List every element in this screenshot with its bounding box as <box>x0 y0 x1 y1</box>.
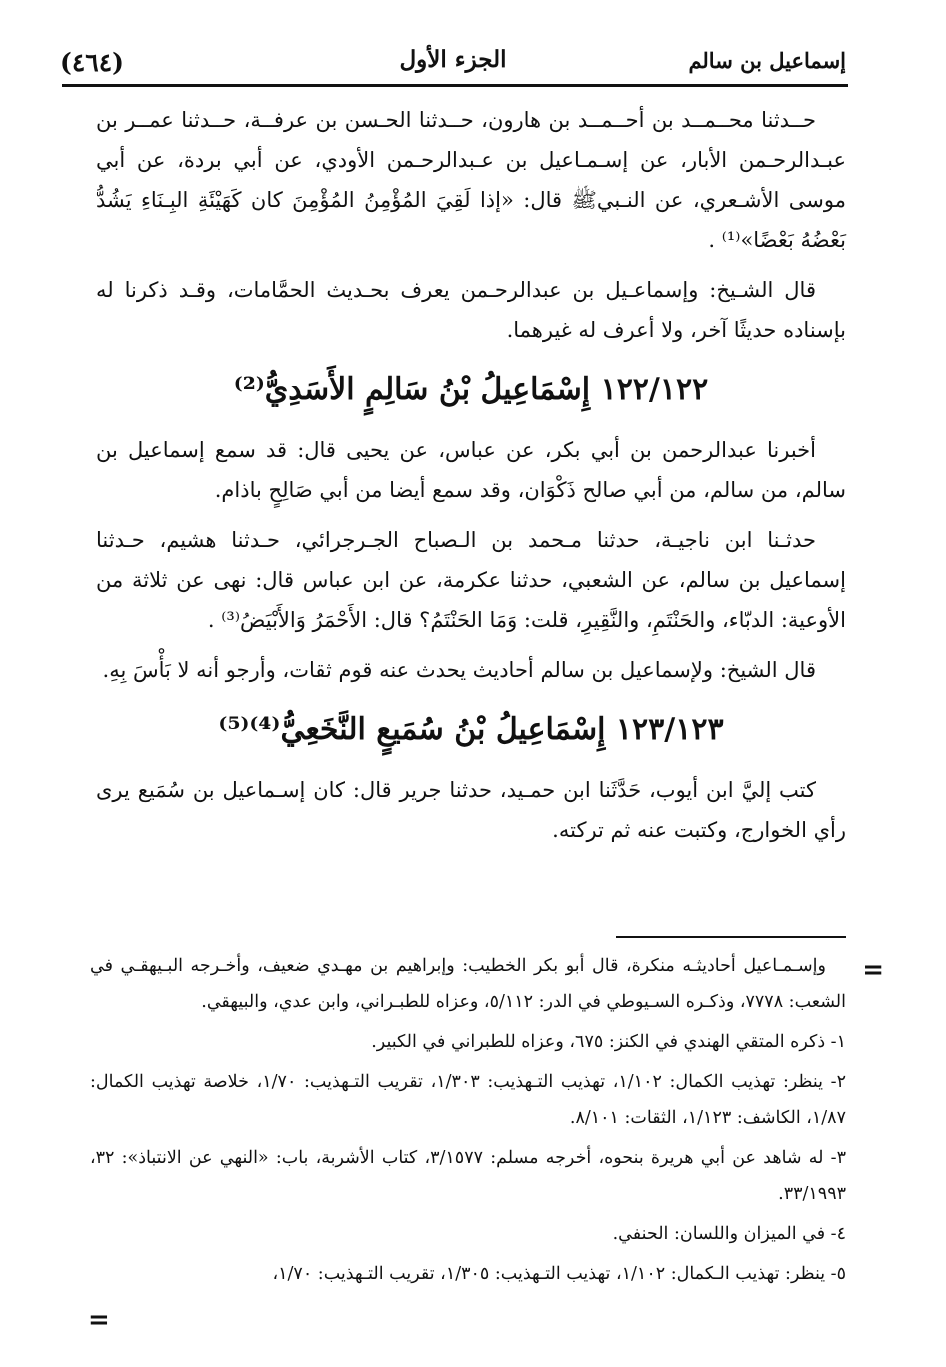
footnote-4: ٤- في الميزان واللسان: الحنفي. <box>612 1224 846 1244</box>
header-divider <box>62 84 848 87</box>
entry-heading-122: ١٢٢/١٢٢ إِسْمَاعِيلُ بْنُ سَالِمٍ الأَسَدِيُّ⁽²⁾ <box>233 372 709 407</box>
footnote-3: ٣- له شاهد عن أبي هريرة بنحوه، أخرجه مسلم: ٣/١٥٧٧، كتاب الأشربة، باب: «النهي عن الانتباذ»: ٣٢، ٣٣/١٩٩٣. <box>90 1148 846 1204</box>
next-page-mark: = <box>88 1305 110 1335</box>
entry-heading-123: ١٢٣/١٢٣ إِسْمَاعِيلُ بْنُ سُمَيعٍ النَّخَعِيُّ⁽⁴⁾⁽⁵⁾ <box>218 712 724 747</box>
footnote-2: ٢- ينظر: تهذيب الكمال: ١/١٠٢، تهذيب التـهذيب: ١/٣٠٣، تقريب التـهذيب: ١/٧٠، خلاصة تهذيب الكمال: ١/٨٧، الكاشف: ١/١٢٣، الثقات: ٨/١٠١. <box>90 1072 847 1128</box>
main-text <box>96 100 846 860</box>
footnote-1: ١- ذكره المتقي الهندي في الكنز: ٦٧٥، وعزاه للطبراني في الكبير. <box>371 1032 846 1052</box>
paragraph-4: حدثـنا ابن ناجيـة، حدثنا مـحمد بن الـصباح الجـرجرائي، حـدثنا هشيم، حـدثنا إسماعيل بن سالم، عن الشعبي، حدثنا عكرمة، عن ابن عباس قال: نهى عن ثلاثة من الأوعية: الدبّاء، والحَنْتَمِ، والنَّقِيرِ، قلت: وَمَا الحَنْتَمُ؟ قال: الأَحْمَرُ وَالأَبْيَضُ⁽³⁾ . <box>96 528 846 632</box>
paragraph-6: كتب إليَّ ابن أيوب، حَدَّثَنا ابن حمـيد، حدثنا جرير قال: كان إسـماعيل بن سُمَيع يرى رأي الخوارج، وكتبت عنه ثم تركته. <box>96 778 846 842</box>
footnote-5: ٥- ينظر: تهذيب الـكمال: ١/١٠٢، تهذيب التـهذيب: ١/٣٠٥، تقريب التـهذيب: ١/٧٠، <box>272 1264 846 1284</box>
page-number: (٤٦٤) <box>60 48 124 77</box>
page-header <box>60 40 846 84</box>
part-title: الجزء الأول <box>399 46 507 73</box>
footnotes <box>90 948 846 1296</box>
paragraph-5: قال الشيخ: ولإسماعيل بن سالم أحاديث يحدث عنه قوم ثقات، وأرجو أنه لا بَأْسَ بِهِ. <box>102 658 816 682</box>
continuation-mark: = <box>862 955 884 985</box>
paragraph-2: قال الشـيخ: وإسماعـيل بن عبدالرحـمن يعرف بحـديث الحمَّامات، وقـد ذكرنا له بإسناده حديثًا آخر، ولا أعرف له غيرهما. <box>96 278 846 342</box>
running-subject: إسماعيل بن سالم <box>688 48 846 73</box>
footnote-continuation: وإسـمـاعيل أحاديثـه منكرة، قال أبو بكر الخطيب: وإبراهيم بن مهـدي ضعيف، وأخـرجه البـيهقـي في الشعب: ٧٧٧٨، وذكـره السـيوطي في الدر: ٥/١١٢، وعزاه للطبـراني، وابن عدي، والبيهقي. <box>90 956 846 1012</box>
paragraph-1: حــدثنا محــمــد بن أحــمــد بن هارون، حــدثنا الحـسن بن عرفــة، حــدثنا عمــر بن عبـدالرحـمن الأبار، عن إسـمـاعيل بن عـبدالرحـمن الأودي، عن أبي بردة، عن أبي موسى الأشـعري، عن النـبيﷺ قال: «إذا لَقِيَ المُؤْمِنُ المُؤْمِنَ كان كَهَيْئَةِ البِـنَاءِ يَشُدُّ بَعْضُهُ بَعْضًا»⁽¹⁾ . <box>96 108 846 252</box>
footnote-divider <box>616 936 846 938</box>
paragraph-3: أخبرنا عبدالرحمن بن أبي بكر، عن عباس، عن يحيى قال: قد سمع إسماعيل بن سالم، من سالم، من أبي صالح ذَكْوَان، وقد سمع أيضا من أبي صَالِحٍ باذام. <box>96 438 846 502</box>
